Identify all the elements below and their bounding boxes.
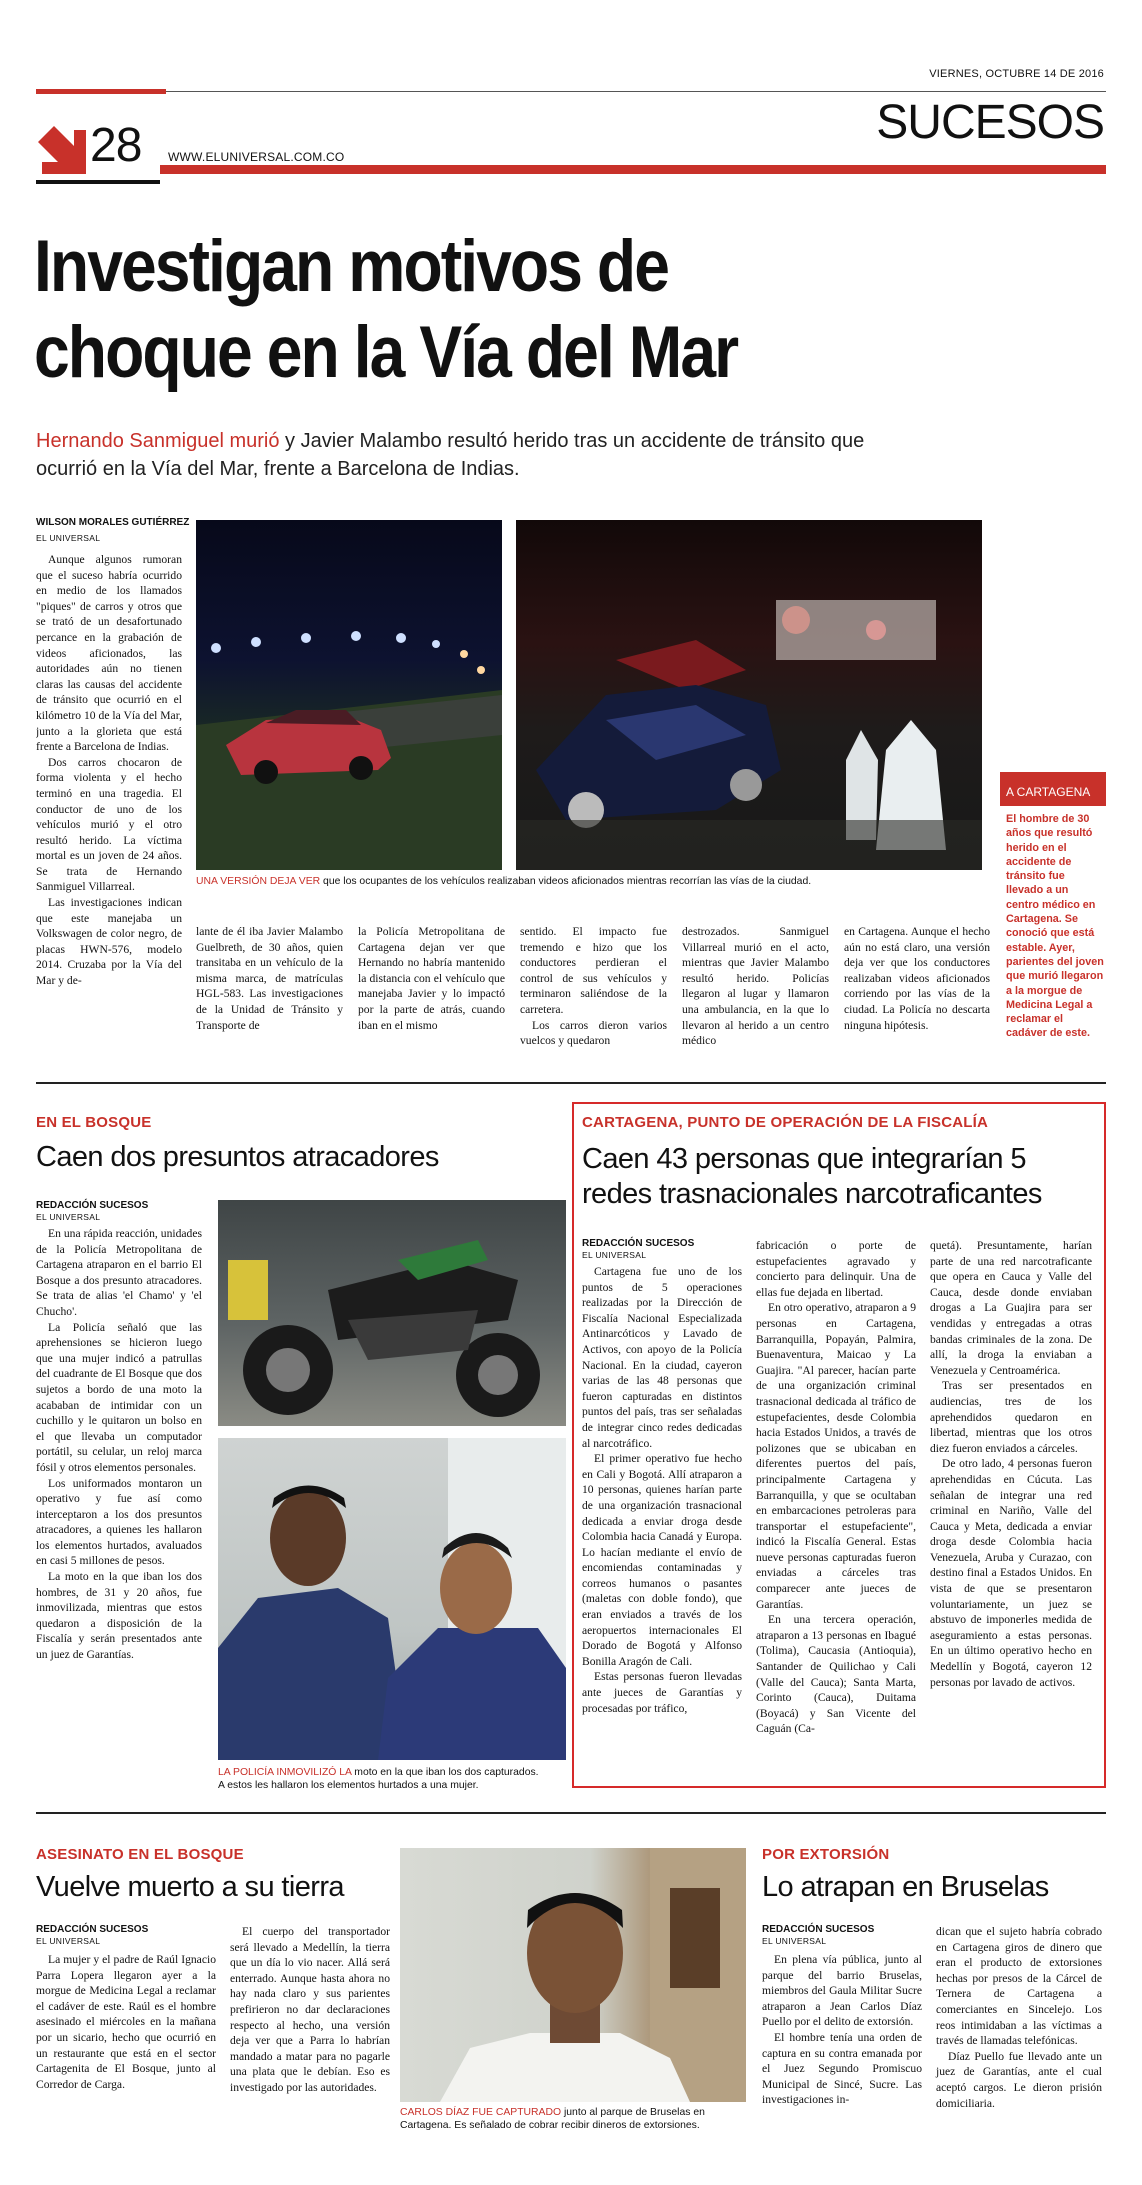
bosque-paragraph: En una rápida reacción, unidades de la Policía Metropolitana de Cartagena atraparon en el barrio El Bosque a dos presunto atracadores. Se trata de alias 'el Chamo' y 'el Chucho'. [36,1227,202,1318]
main-paragraph: la Policía Metropolitana de Cartagena dejan ver que Hernando no habría mantenido la distancia con el vehículo que manejaba Javier y lo impactó por la parte de atrás, cuando iban en el mismo [358,925,505,1032]
main-paragraph: Aunque algunos rumoran que el suceso habría ocurrido en medio de los llamados "piques" de carros y otros que se trató de un desafortunado percance en la grabación de videos aficionados, las autoridades aún no tienen claras las causas del accidente de tránsito que ocurrió en el kilómetro 10 de la Vía del Mar, junto a la glorieta que está frente a Barcelona de Indias. [36,553,182,754]
extorsion-column-2 [936,1924,1102,2111]
main-photo-caption-text: que los ocupantes de los vehículos realizaban videos aficionados mientras recorrían las vías de la ciudad. [320,876,812,887]
header-thin-rule [166,91,1106,92]
main-paragraph: Dos carros chocaron de forma violenta y el hecho terminó en una tragedia. El conductor de uno de los vehículos murió y el otro resultó herido. La víctima mortal es un joven de 24 años. Se trata de Hernando Sanmiguel Villarreal. [36,755,182,894]
main-paragraph: lante de él iba Javier Malambo Guelbreth, de 30 años, quien transitaba en un vehículo de la misma marca, de matrículas HGL-583. Las investigaciones de la Unidad de Tránsito y Transporte de [196,925,343,1032]
main-outlet: EL UNIVERSAL [36,533,101,543]
extorsion-kicker: POR EXTORSIÓN [762,1846,890,1863]
fiscalia-paragraph: Cartagena fue uno de los puntos de 5 operaciones realizadas por la Dirección de Fiscalía Nacional Especializada Antinarcóticos y Lavado de Activos, con apoyo de la Policía Nacional. En la ciudad, cayeron varias de las 48 personas que fueron capturadas en distintos puntos del país, tras ser señaladas de integrar cinco redes dedicadas al narcotráfico. [582,1265,742,1450]
main-paragraph: destrozados. Sanmiguel Villarreal murió en el acto, mientras que Javier Malambo resultó herido. Policías llegaron al lugar y llamaron una ambulancia, en la que lo llevaron al herido a un centro médico [682,925,829,1048]
main-headline [34,224,1114,396]
fiscalia-kicker: CARTAGENA, PUNTO DE OPERACIÓN DE LA FISCALÍA [582,1114,989,1131]
main-column-3 [358,924,505,1033]
main-column-6 [844,924,990,1033]
captured-man-photo [400,1848,746,2102]
main-lead-text-1: y Javier Malambo resultó herido tras un accidente de tránsito que [279,430,865,452]
extorsion-paragraph: El hombre tenía una orden de captura en su contra emanada por el Juez Segundo Promiscuo Municipal de Sincé, Sucre. Las investigaciones in- [762,2030,922,2107]
main-lead-highlight: Hernando Sanmiguel murió [36,430,280,452]
fiscalia-paragraph: quetá). Presuntamente, harían parte de una red narcotraficante que opera en Cauca y Valle del Cauca, desde donde enviaban drogas a La Guajira para ser vendidas y entregadas a otras bandas criminales de la zona. De allí, la droga la enviaban a Venezuela y Centroamérica. [930,1239,1092,1377]
motorcycle-photo [218,1200,566,1426]
bosque-column [36,1226,202,1663]
crash-photo-1 [196,520,502,870]
fiscalia-column-3 [930,1238,1092,1690]
fiscalia-paragraph: Estas personas fueron llevadas ante jueces de Garantías y procesadas por tráfico, [582,1670,742,1715]
suspects-photo-scene [218,1438,566,1760]
fiscalia-headline-line2: redes trasnacionales narcotraficantes [582,1178,1042,1210]
asesinato-paragraph: La mujer y el padre de Raúl Ignacio Parra Lopera llegaron ayer a la morgue de Medicina Legal a reclamar el cadáver de este. Raúl es el hombre asesinado el miércoles en la mañana por un sicario, hecho que ocurrió en un restaurante que está en el sector Cartagenita de El Bosque, junto al Corredor de Carga. [36,1953,216,2091]
asesinato-paragraph: El cuerpo del transportador será llevado a Medellín, la tierra que un día lo vio nacer. Allá será enterrado. Aunque hasta ahora no hay nada claro y sus parientes prefirieron no dar declaraciones respecto al hecho, una versión deja ver que a Parra lo habrían mandado a matar para no pagarle una plata que le debían. Eso es investigado por las autoridades. [230,1925,390,2094]
extorsion-paragraph: En plena vía pública, junto al parque del barrio Bruselas, miembros del Gaula Militar Sucre atraparon a Jean Carlos Díaz Puello por el delito de extorsión. [762,1953,922,2029]
main-lead-text-2: ocurrió en la Vía del Mar, frente a Barcelona de Indias. [36,458,520,480]
fiscalia-outlet: EL UNIVERSAL [582,1250,647,1260]
fiscalia-headline [582,1142,1102,1212]
bosque-outlet: EL UNIVERSAL [36,1212,101,1222]
main-byline [36,517,189,544]
bosque-caption-text: moto en la que iban los dos capturados. [351,1767,539,1778]
suspects-photo [218,1438,566,1760]
asesinato-author: REDACCIÓN SUCESOS [36,1924,149,1935]
asesinato-outlet: EL UNIVERSAL [36,1936,101,1946]
sidebar-text: El hombre de 30 años que resultó herido en el accidente de tránsito fue llevado a un centro médico en Cartagena. Se conoció que está estable. Ayer, parientes del joven que murió llegaron a la morgue de Medicina Legal a reclamar el cadáver de este. [1006,813,1104,1040]
arrow-down-right-icon [38,126,88,176]
fiscalia-paragraph: En una tercera operación, atraparon a 13 personas en Ibagué (Tolima), Caucasia (Antioquia), Santander de Quilichao y Cali (Valle del Cauca); Santa Marta, Corinto (Cauca), Duitama (Boyacá) y San Vicente del Caguán (Ca- [756,1613,916,1736]
main-headline-line2: choque en la Vía del Mar [34,312,738,393]
website-url: WWW.ELUNIVERSAL.COM.CO [168,150,345,164]
bosque-author: REDACCIÓN SUCESOS [36,1200,149,1211]
fiscalia-paragraph: De otro lado, 4 personas fueron aprehendidas en Cúcuta. Las señalan de integrar una red criminal en Nariño, Valle del Cauca y Meta, dedicada a enviar droga desde Colombia hacia Venezuela, Aruba y Curazao, con destino final a Estados Unidos. En vista de que se presentaron voluntariamente, un juez se abstuvo de imponerles medida de aseguramiento a estas personas. En un último operativo hecho en Medellín y Bogotá, cayeron 12 personas por lavado de activos. [930,1457,1092,1689]
motorcycle-photo-scene [218,1200,566,1426]
fiscalia-column-2 [756,1238,916,1737]
fiscalia-byline [582,1238,694,1261]
extorsion-byline [762,1924,874,1947]
bosque-caption-line2: A estos les hallaron los elementos hurtados a una mujer. [218,1780,479,1791]
fiscalia-headline-line1: Caen 43 personas que integrarían 5 [582,1143,1026,1175]
fiscalia-column-1 [582,1264,742,1716]
main-paragraph: Las investigaciones indican que este manejaba un Volkswagen de color negro, de placas HWN-576, modelo 2014. Cruzaba por la Vía del Mar y de- [36,896,182,988]
main-photo-caption-highlight: UNA VERSIÓN DEJA VER [196,876,321,887]
main-column-1 [36,552,182,1048]
header-top-rule [36,89,166,94]
main-paragraph: Los carros dieron varios vuelcos y quedaron [520,1018,667,1048]
section-name: SUCESOS [876,96,1104,149]
extorsion-outlet: EL UNIVERSAL [762,1936,827,1946]
extorsion-column-1 [762,1952,922,2108]
bosque-caption-highlight: LA POLICÍA INMOVILIZÓ LA [218,1767,352,1778]
bosque-headline: Caen dos presuntos atracadores [36,1141,439,1173]
fiscalia-paragraph: El primer operativo fue hecho en Cali y Bogotá. Allí atraparon a 10 personas, quienes harían parte de una organización trasnacional dedicada a enviar droga desde Colombia hacia Canadá y Europa. Lo hacían mediante el envío de encomiendas contaminadas y correos humanos o pasantes (maletas con doble fondo), que eran enviados a través de los aeropuertos internacionales El Dorado de Bogotá y Alfonso Bonilla Aragón de Cali. [582,1452,742,1668]
bosque-paragraph: La moto en la que iban los dos hombres, de 31 y 20 años, fue inmovilizada, mientras que estos quedaron a disposición de la Fiscalía y serán presentados ante un juez de Garantías. [36,1570,202,1662]
captured-man-photo-scene [400,1848,746,2102]
bosque-photo-caption [218,1766,568,1792]
main-column-2 [196,924,343,1033]
main-paragraph: en Cartagena. Aunque el hecho aún no está claro, una versión deja ver que los conductores realizaban videos aficionados corriendo por las vías de la ciudad. La Policía no descarta ninguna hipótesis. [844,925,990,1032]
asesinato-column-1 [36,1952,216,2092]
sidebar-label: A CARTAGENA [1000,772,1106,806]
main-lead [36,427,1096,483]
bosque-paragraph: La Policía señaló que las aprehensiones se hicieron luego que una mujer indicó a patrullas del cuadrante de El Bosque que dos sujetos a bordo de una moto la acababan de intimidar con un cuchillo y le quitaron un bolso en el que llevaba un computador portátil, su celular, un reloj marca fósil y otros elementos personales. [36,1320,202,1474]
bosque-byline [36,1200,148,1223]
main-column-4 [520,924,667,1049]
page-number-block [36,118,160,180]
main-headline-line1: Investigan motivos de [34,226,669,307]
page-number: 28 [90,119,142,172]
fiscalia-author: REDACCIÓN SUCESOS [582,1238,695,1249]
crash-photo-2 [516,520,982,870]
section-divider-1 [36,1082,1106,1084]
bosque-paragraph: Los uniformados montaron un operativo y fue así como interceptaron a los dos presuntos atracadores, a quienes les hallaron los elementos hurtados, avaluados en casi 5 millones de pesos. [36,1476,202,1568]
extorsion-caption-highlight: CARLOS DÍAZ FUE CAPTURADO [400,2107,562,2118]
sidebar-box [1000,772,1106,1041]
main-column-5 [682,924,829,1049]
asesinato-byline [36,1924,148,1947]
asesinato-headline: Vuelve muerto a su tierra [36,1871,344,1903]
extorsion-paragraph: dican que el sujeto habría cobrado en Cartagena giros de dinero que eran el producto de extorsiones hechas por presos de la Cárcel de Ternera de Cartagena a comerciantes en Sincelejo. Los reos intimidaban a las víctimas a través de llamadas telefónicas. [936,1925,1102,2048]
fiscalia-paragraph: En otro operativo, atraparon a 9 personas en Cartagena, Barranquilla, Popayán, Palmira, Buenaventura, Maicao y La Guajira. "Al parecer, hacían parte de una organización criminal trasnacional dedicada al tráfico de estupefacientes, desde Colombia hacia Estados Unidos, a través de polizones que se ubicaban en diferentes puertos del país, principalmente Cartagena y Barranquilla, y que se ocultaban en embarcaciones petroleras para transportar el estupefaciente", indicó la Fiscalía General. Estas nueve personas capturadas fueron enviadas a cárceles tras comparecer ante jueces de Garantías. [756,1301,916,1611]
section-divider-2 [36,1812,1106,1814]
header-bottom-rule [160,165,1106,174]
asesinato-kicker: ASESINATO EN EL BOSQUE [36,1846,244,1863]
fiscalia-paragraph: fabricación o porte de estupefacientes agravado y concierto para delinquir. Una de ellas fue dejada en libertad. [756,1239,916,1299]
main-paragraph: sentido. El impacto fue tremendo e hizo que los conductores perdieran el control de sus vehículos y terminaron saliéndose de la carretera. [520,925,667,1016]
extorsion-paragraph: Díaz Puello fue llevado ante un juez de Garantías, ante el cual aceptó cargos. Le dieron prisión domiciliaria. [936,2049,1102,2110]
extorsion-headline: Lo atrapan en Bruselas [762,1871,1049,1903]
extorsion-author: REDACCIÓN SUCESOS [762,1924,875,1935]
fiscalia-paragraph: Tras ser presentados en audiencias, tres de los aprehendidos quedaron en libertad, mientras que los otros diez fueron enviados a cárceles. [930,1379,1092,1455]
issue-date: VIERNES, OCTUBRE 14 DE 2016 [929,68,1104,80]
main-photo-caption [196,875,996,888]
page-number-underline [36,180,160,184]
extorsion-caption-text: junto al parque de Bruselas en Cartagena. Es señalado de cobrar recibir dineros de extorsiones. [400,2107,705,2131]
bosque-kicker: EN EL BOSQUE [36,1114,152,1131]
extorsion-photo-caption [400,2106,746,2132]
crash-photo-1-scene [196,520,502,870]
main-author: WILSON MORALES GUTIÉRREZ [36,517,190,528]
crash-photo-2-scene [516,520,982,870]
asesinato-column-2 [230,1924,390,2096]
